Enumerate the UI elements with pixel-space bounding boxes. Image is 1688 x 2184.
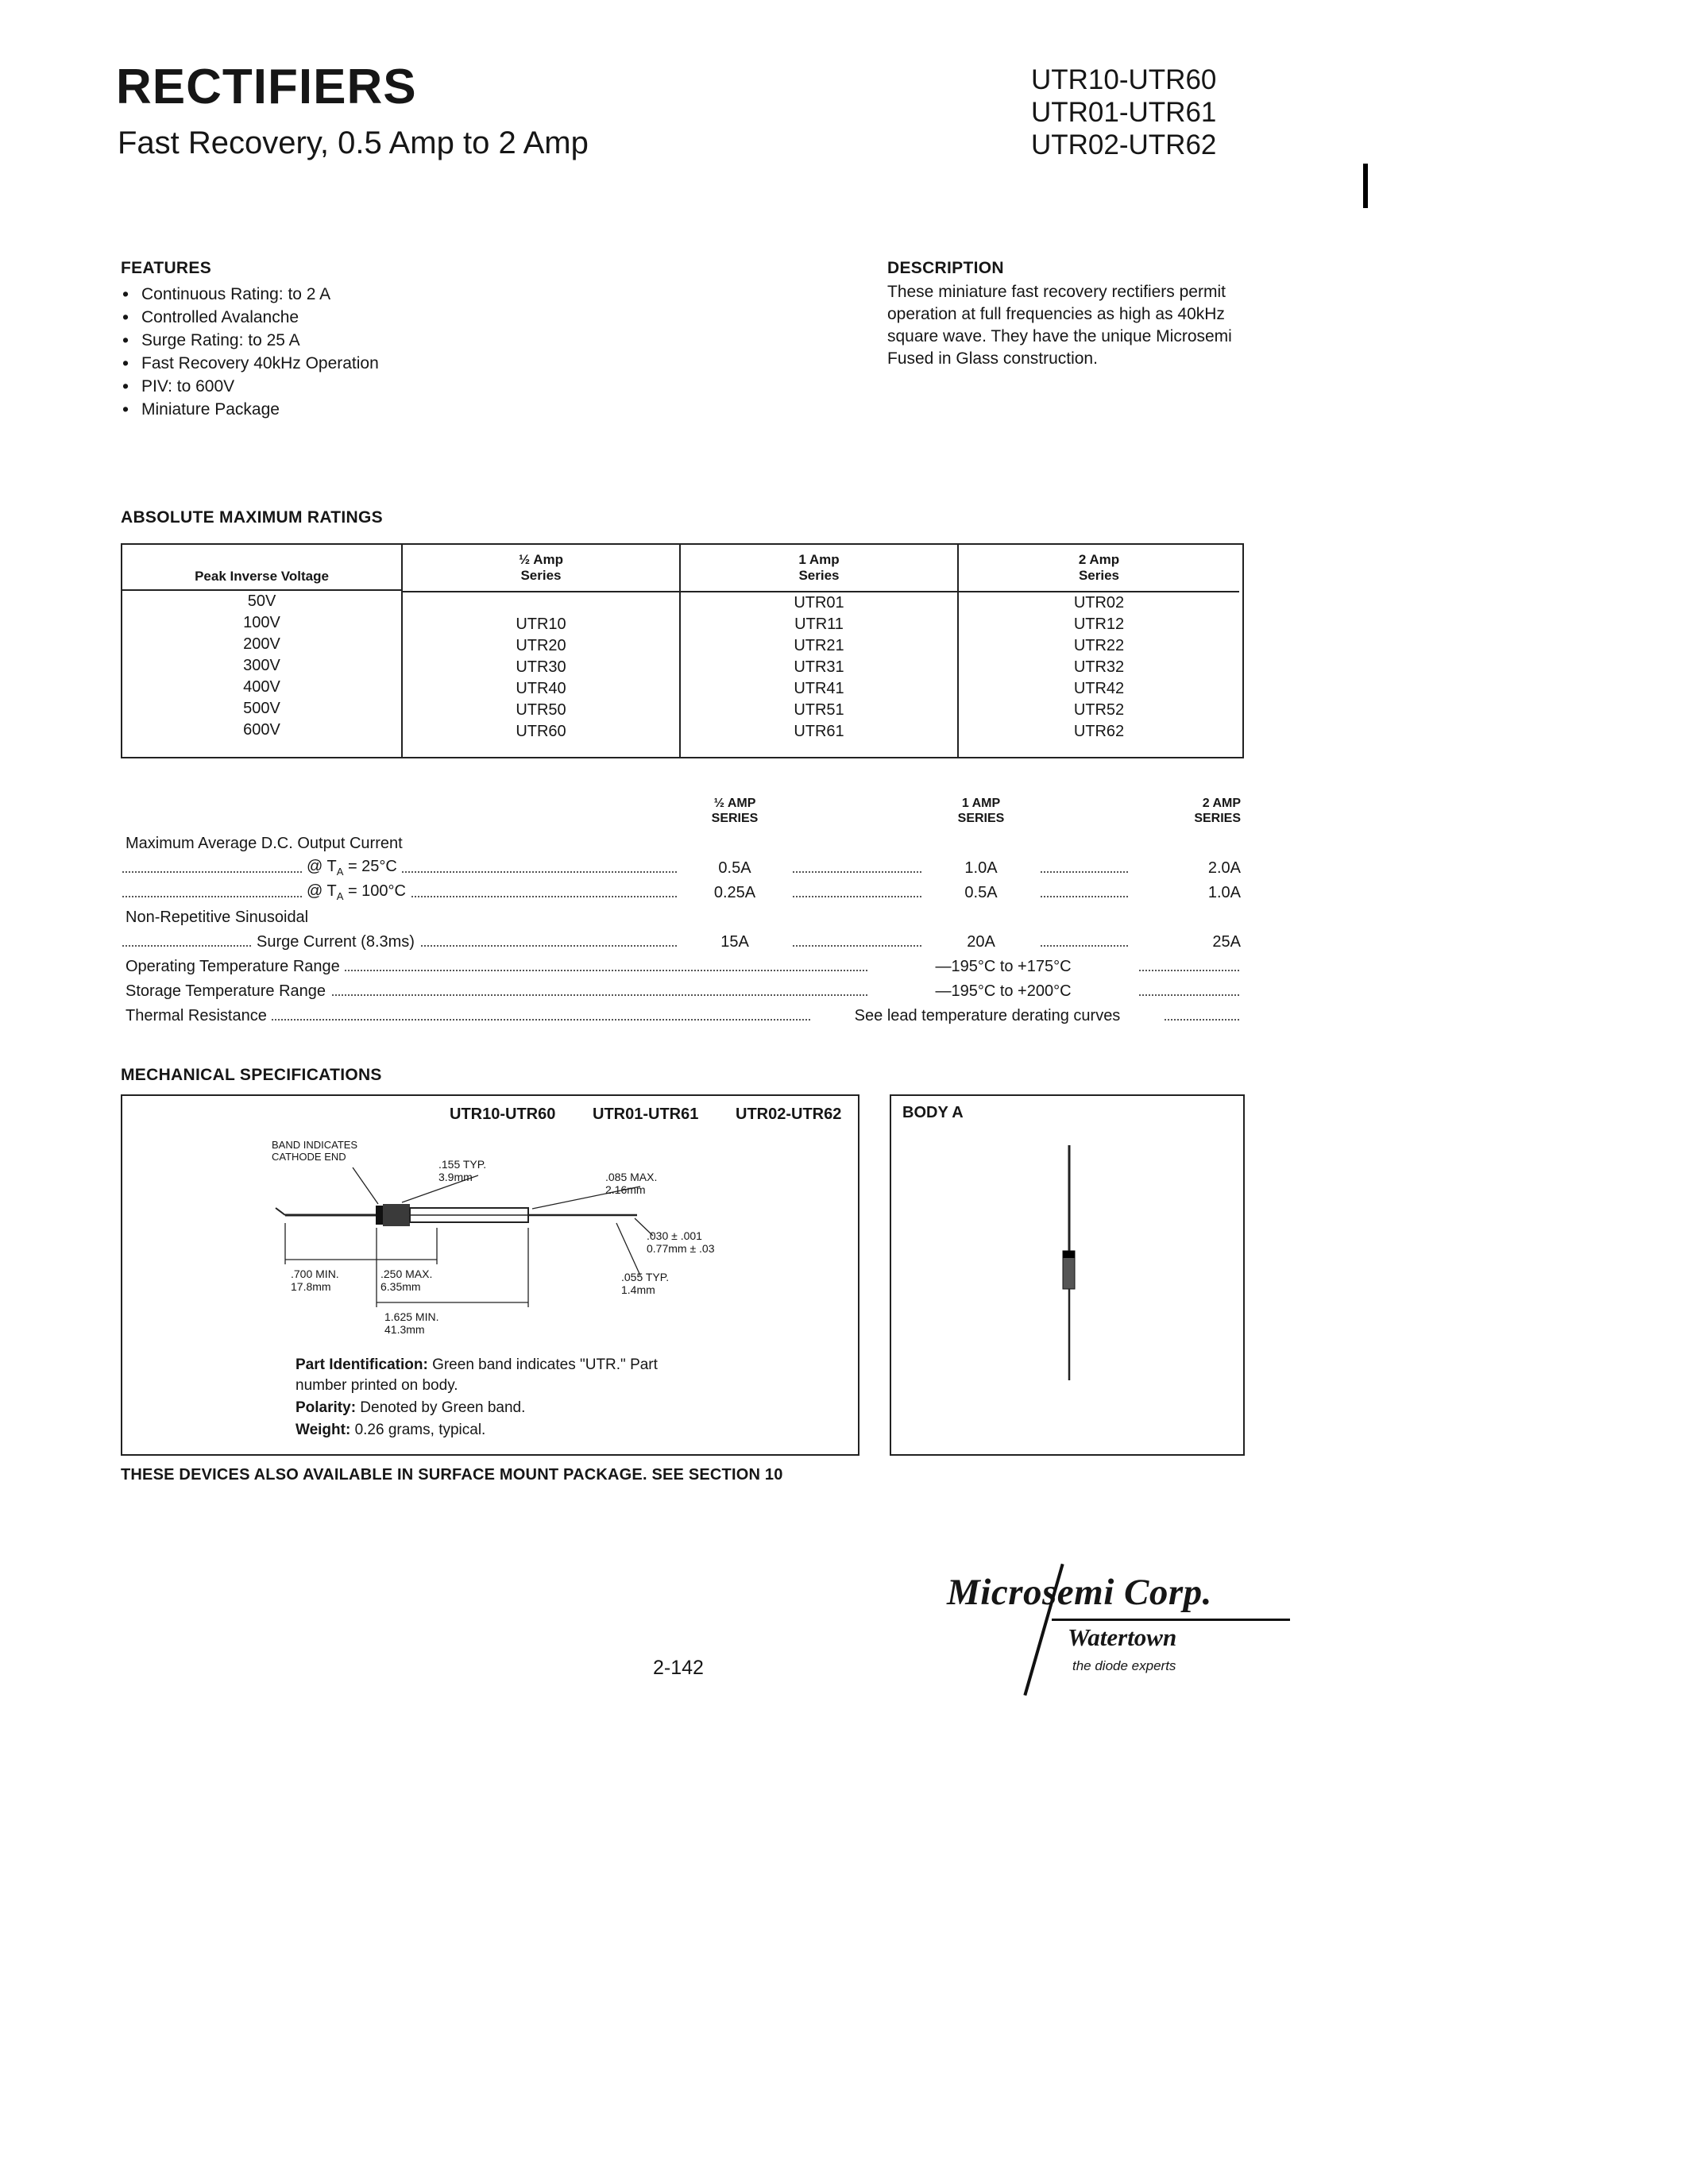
table-cell: UTR10 <box>516 615 566 633</box>
label-part: @ T <box>307 882 337 900</box>
value-temp-range: —195°C to +200°C <box>867 982 1139 1001</box>
row-label: Storage Temperature Range <box>121 982 330 1001</box>
row-surge-current <box>121 929 1241 954</box>
table-cell: UTR02 <box>1073 594 1125 612</box>
table-cell: 600V <box>243 721 280 739</box>
dim-label-030 <box>647 1229 715 1255</box>
feature-item <box>121 375 379 398</box>
feature-text: PIV: to 600V <box>141 377 235 396</box>
label-line: 1.4mm <box>621 1283 655 1296</box>
part-range: UTR10-UTR60 <box>1031 64 1217 95</box>
value-temp-range: —195°C to +175°C <box>867 958 1139 976</box>
note-text: Denoted by Green band. <box>356 1399 526 1416</box>
table-cell: 200V <box>243 635 280 653</box>
column-half-amp-series <box>403 545 681 757</box>
table-cell: UTR50 <box>516 701 566 719</box>
value-one-amp: 1.0A <box>923 859 1039 878</box>
table-cell: 500V <box>243 700 280 717</box>
label-line: BAND INDICATES <box>272 1139 358 1151</box>
table-cell: UTR32 <box>1073 658 1125 676</box>
row-ta-25 <box>121 855 1241 880</box>
col-header-two-amp <box>959 545 1239 592</box>
surface-mount-note: THESE DEVICES ALSO AVAILABLE IN SURFACE MOUNT PACKAGE. SEE SECTION 10 <box>121 1466 783 1484</box>
label-line: CATHODE END <box>272 1151 346 1163</box>
table-cell: UTR12 <box>1073 615 1125 633</box>
label-line: 0.77mm ± .03 <box>647 1242 715 1255</box>
table-cell: UTR41 <box>794 680 844 697</box>
value-one-amp: 20A <box>923 933 1039 951</box>
column-peak-inverse-voltage <box>122 545 403 757</box>
note-label: Weight: <box>295 1422 351 1438</box>
feature-text: Continuous Rating: to 2 A <box>141 285 331 303</box>
part-range-list <box>1031 64 1216 161</box>
table-cell: 300V <box>243 657 280 674</box>
table-cell: UTR11 <box>794 615 844 633</box>
row-storage-temp <box>121 978 1241 1003</box>
value-two-amp: 25A <box>1128 933 1246 951</box>
label-line: .055 TYP. <box>621 1271 670 1283</box>
body-a-label: BODY A <box>902 1104 964 1121</box>
col-header-one-amp <box>681 545 957 592</box>
table-cell: UTR60 <box>516 723 566 740</box>
value-two-amp: 2.0A <box>1128 859 1246 878</box>
label-part: @ T <box>307 858 337 875</box>
note-text: 0.26 grams, typical. <box>350 1422 486 1438</box>
note-text: Green band indicates "UTR." Part <box>427 1356 658 1373</box>
table-cell: UTR42 <box>1073 680 1125 697</box>
dim-label-1625 <box>384 1310 438 1336</box>
part-range: UTR02-UTR62 <box>1031 129 1217 160</box>
feature-text: Controlled Avalanche <box>141 308 299 326</box>
table-cell: 50V <box>247 592 276 610</box>
table-cell: 400V <box>243 678 280 696</box>
row-label: Operating Temperature Range <box>121 958 345 976</box>
part-identification-note <box>295 1356 658 1374</box>
table-cell <box>403 592 679 614</box>
col-header-line: ½ AMP <box>713 797 756 810</box>
part-identification-note-line2: number printed on body. <box>295 1377 458 1394</box>
col-header-line: 2 Amp <box>1078 552 1120 567</box>
body-a-drawing <box>891 1096 1243 1454</box>
row-label: Maximum Average D.C. Output Current <box>121 835 408 853</box>
microsemi-logo <box>947 1571 1312 1706</box>
value-thermal: See lead temperature derating curves <box>812 1007 1163 1025</box>
row-thermal-resistance <box>121 1003 1241 1028</box>
row-label: Non-Repetitive Sinusoidal <box>121 909 313 927</box>
page-title: RECTIFIERS <box>116 60 417 114</box>
label-line: .700 MIN. <box>291 1268 339 1280</box>
diagram-title: UTR10-UTR60 <box>450 1106 556 1123</box>
table-cell: UTR52 <box>1073 701 1125 719</box>
note-label: Polarity: <box>295 1399 357 1416</box>
dim-label-250 <box>380 1268 432 1293</box>
dim-label-085 <box>605 1171 657 1196</box>
label-line: 3.9mm <box>438 1171 473 1183</box>
label-line: 2.16mm <box>605 1183 646 1196</box>
row-nonrepetitive-heading <box>121 905 1241 929</box>
col-header-line: SERIES <box>1194 812 1241 825</box>
polarity-note <box>295 1399 525 1417</box>
value-half-amp: 0.5A <box>677 859 793 878</box>
value-one-amp: 0.5A <box>923 884 1039 902</box>
label-part: = 25°C <box>343 858 397 875</box>
part-range: UTR01-UTR61 <box>1031 97 1217 128</box>
label-subscript: A <box>336 890 344 902</box>
diagram-title: UTR01-UTR61 <box>593 1106 699 1123</box>
row-ta-100 <box>121 880 1241 905</box>
column-two-amp-series <box>959 545 1239 757</box>
feature-item <box>121 283 379 306</box>
description-text: These miniature fast recovery rectifiers permit operation at full frequencies as high as 40kHz square wave. They have the unique Microsemi Fused in Glass construction. <box>887 283 1232 368</box>
col-header-line: ½ Amp <box>518 552 564 567</box>
label-subscript: A <box>336 866 344 878</box>
label-line: .085 MAX. <box>605 1171 658 1183</box>
row-label: Thermal Resistance <box>121 1007 272 1025</box>
feature-text: Surge Rating: to 25 A <box>141 331 300 349</box>
body-a-panel <box>890 1094 1245 1456</box>
diagram-title: UTR02-UTR62 <box>736 1106 842 1123</box>
page-subtitle: Fast Recovery, 0.5 Amp to 2 Amp <box>118 125 589 160</box>
dim-label-155 <box>438 1158 486 1183</box>
row-label: Surge Current (8.3ms) <box>252 933 419 951</box>
feature-item <box>121 352 379 375</box>
abs-max-heading: ABSOLUTE MAXIMUM RATINGS <box>121 508 383 527</box>
table-cell: UTR01 <box>794 594 844 612</box>
feature-item <box>121 398 379 421</box>
label-line: .250 MAX. <box>380 1268 433 1280</box>
band-indicates-label <box>272 1139 357 1163</box>
logo-city: Watertown <box>1068 1623 1177 1651</box>
col-header-line: SERIES <box>711 812 759 825</box>
label-line: 17.8mm <box>291 1280 331 1293</box>
table-cell: UTR30 <box>516 658 566 676</box>
col-header-line: Series <box>1078 568 1120 583</box>
col-header-half-amp <box>403 545 679 592</box>
mechanical-heading: MECHANICAL SPECIFICATIONS <box>121 1066 382 1084</box>
margin-mark <box>1363 164 1368 208</box>
features-list <box>121 283 379 421</box>
col-header-line: 1 Amp <box>798 552 840 567</box>
description-heading: DESCRIPTION <box>887 259 1004 277</box>
table-cell: UTR20 <box>516 637 566 654</box>
row-output-current-heading <box>121 831 1241 855</box>
value-two-amp: 1.0A <box>1128 884 1246 902</box>
column-one-amp-series <box>681 545 959 757</box>
table-cell: 100V <box>243 614 280 631</box>
col-header-piv: Peak Inverse Voltage <box>122 545 401 591</box>
value-half-amp: 15A <box>677 933 793 951</box>
logo-tagline: the diode experts <box>1072 1658 1176 1673</box>
mechanical-diagram-panel <box>121 1094 859 1456</box>
weight-note <box>295 1422 485 1439</box>
col-header-line: Series <box>520 568 562 583</box>
feature-text: Miniature Package <box>141 400 280 419</box>
rating-rows <box>121 831 1241 1028</box>
label-line: .030 ± .001 <box>647 1229 702 1242</box>
abs-max-ratings-table <box>121 543 1244 758</box>
logo-name: Microsemi Corp. <box>947 1572 1212 1613</box>
feature-item <box>121 306 379 329</box>
dim-label-700 <box>291 1268 339 1293</box>
logo-rule <box>1052 1619 1290 1621</box>
value-half-amp: 0.25A <box>677 884 793 902</box>
col-header-one-amp-series <box>923 796 1039 826</box>
col-header-line: 2 AMP <box>1202 797 1241 810</box>
label-part: = 100°C <box>343 882 406 900</box>
table-cell: UTR40 <box>516 680 566 697</box>
row-label <box>302 882 411 902</box>
feature-item <box>121 329 379 352</box>
col-header-half-amp-series <box>677 796 793 826</box>
row-label <box>302 858 402 878</box>
table-cell: UTR22 <box>1073 637 1125 654</box>
row-operating-temp <box>121 954 1241 978</box>
col-header-line: 1 AMP <box>961 797 1001 810</box>
table-cell: UTR61 <box>794 723 844 740</box>
features-heading: FEATURES <box>121 259 212 277</box>
label-line: 6.35mm <box>380 1280 421 1293</box>
label-line: .155 TYP. <box>438 1158 487 1171</box>
note-label: Part Identification: <box>295 1356 428 1373</box>
table-cell: UTR62 <box>1073 723 1125 740</box>
feature-text: Fast Recovery 40kHz Operation <box>141 354 379 372</box>
col-header-two-amp-series <box>1125 796 1241 826</box>
table-cell: UTR21 <box>794 637 844 654</box>
dim-label-055 <box>621 1271 669 1296</box>
page-number: 2-142 <box>653 1657 704 1679</box>
col-header-line: SERIES <box>957 812 1005 825</box>
table-cell: UTR51 <box>794 701 844 719</box>
label-line: 41.3mm <box>384 1323 425 1336</box>
col-header-line: Series <box>798 568 840 583</box>
table-cell: UTR31 <box>794 658 844 676</box>
label-line: 1.625 MIN. <box>384 1310 439 1323</box>
